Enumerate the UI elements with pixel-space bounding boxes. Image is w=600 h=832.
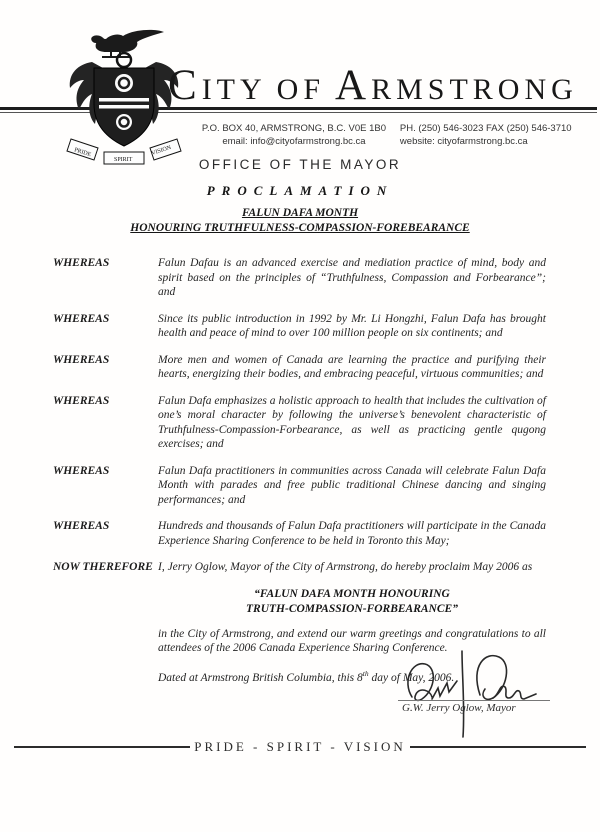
clause-label: WHEREAS bbox=[53, 394, 110, 407]
footer-rule-right bbox=[410, 746, 586, 748]
whereas-clause bbox=[53, 519, 546, 548]
website-line: website: cityofarmstrong.bc.ca bbox=[399, 135, 528, 147]
dated-line: Dated at Armstrong British Columbia, this 8th day of May, 2006. bbox=[158, 668, 455, 684]
whereas-clause bbox=[53, 464, 546, 508]
crest-torse bbox=[117, 53, 131, 67]
subject-line-1: FALUN DAFA MONTH bbox=[241, 207, 359, 219]
address-line: P.O. BOX 40, ARMSTRONG, B.C. V0E 1B0 bbox=[201, 123, 386, 134]
whereas-clause bbox=[53, 312, 546, 341]
clause-label: WHEREAS bbox=[53, 257, 110, 269]
email-line: email: info@cityofarmstrong.bc.ca bbox=[222, 135, 366, 147]
clause-text: Falun Dafa practitioners in communities across Canada will celebrate Falun Dafa Month with parades and free public traditional Chinese dancing and singing performances; and bbox=[158, 464, 546, 506]
proclaimed-month-title: “FALUN DAFA MONTH HONOURING TRUTH-COMPASSION-FORBEARANCE” bbox=[246, 587, 458, 615]
clause-label: NOW THEREFORE bbox=[53, 561, 153, 573]
footer-motto: PRIDE - SPIRIT - VISION bbox=[194, 739, 406, 754]
now-therefore-clause bbox=[53, 560, 546, 575]
footer-rule-left bbox=[14, 746, 190, 748]
clause-text: Falun Dafau is an advanced exercise and mediation practice of mind, body and spirit based on the principles of “Truthfulness, Compassion and Forbearance”; and bbox=[158, 257, 546, 298]
title-initial-c: C bbox=[168, 62, 202, 109]
page-title: CITY OF ARMSTRONG bbox=[168, 62, 578, 109]
svg-text:SPIRIT: SPIRIT bbox=[114, 157, 133, 163]
signature-line bbox=[398, 700, 550, 701]
crest-shield bbox=[94, 68, 154, 146]
office-of-the-mayor-heading: OFFICE OF THE MAYOR bbox=[198, 157, 402, 172]
clause-text: Falun Dafa emphasizes a holistic approach to health that includes the cultivation of one’s moral character by following the universe’s benevolent characteristic of Truthfulness-Compassion-Forbearance, as well as practicing gentle qugong exercises; and bbox=[158, 394, 546, 450]
clause-label: WHEREAS bbox=[53, 312, 110, 325]
title-initial-a: A bbox=[335, 62, 372, 109]
proclamation-heading: PROCLAMATION bbox=[206, 183, 394, 198]
clause-label: WHEREAS bbox=[53, 520, 110, 532]
whereas-clause bbox=[53, 353, 546, 382]
closing-paragraph: in the City of Armstrong, and extend our warm greetings and congratulations to all attendees of the 2006 Canada Experience Sharing Conference. bbox=[158, 627, 546, 654]
clause-text: I, Jerry Oglow, Mayor of the City of Armstrong, do hereby proclaim May 2006 as bbox=[158, 561, 533, 573]
phone-line: PH. (250) 546-3023 FAX (250) 546-3710 bbox=[399, 123, 572, 134]
contact-info bbox=[196, 123, 588, 148]
clause-text: More men and women of Canada are learning the practice and purifying their hearts, energizing their bodies, and embracing peaceful, virtuous communities; and bbox=[158, 353, 546, 380]
proclamation-subject bbox=[0, 206, 600, 235]
clause-label: WHEREAS bbox=[53, 464, 110, 477]
svg-text:PRIDE: PRIDE bbox=[73, 147, 92, 159]
clause-label: WHEREAS bbox=[53, 353, 110, 366]
clause-text: Hundreds and thousands of Falun Dafa practitioners will participate in the Canada Experience Sharing Conference to be held in Toronto this May; bbox=[158, 520, 546, 547]
mayor-signature-icon bbox=[392, 645, 552, 740]
signatory-name: G.W. Jerry Oglow, Mayor bbox=[402, 702, 516, 714]
subject-line-2: HONOURING TRUTHFULNESS-COMPASSION-FOREBEARANCE bbox=[130, 221, 470, 234]
svg-text:VISION: VISION bbox=[150, 144, 172, 157]
whereas-clause bbox=[53, 394, 546, 452]
whereas-clause bbox=[53, 256, 546, 300]
clause-text: Since its public introduction in 1992 by Mr. Li Hongzhi, Falun Dafa has brought health and peace of mind to over 100 million people on six continents; and bbox=[158, 312, 546, 339]
proclamation-body bbox=[53, 256, 546, 683]
signature-block bbox=[392, 645, 560, 745]
